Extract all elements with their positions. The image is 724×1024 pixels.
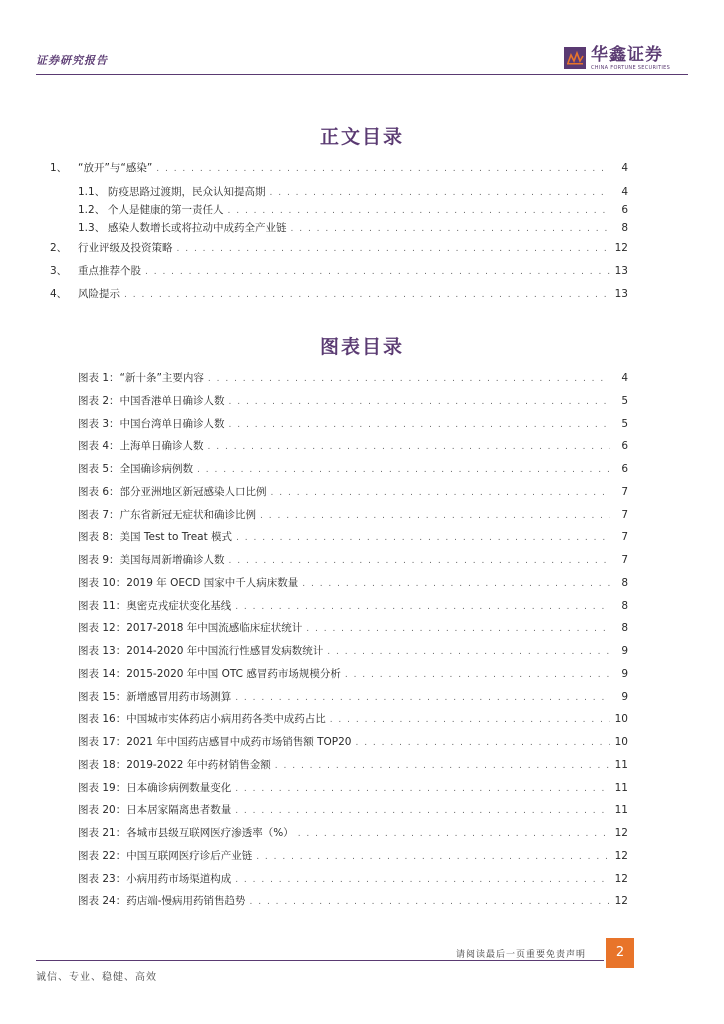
figure-toc-entry[interactable] (78, 598, 628, 612)
figure-toc-entry[interactable] (78, 871, 628, 885)
figure-toc-entry-page: 12 (614, 827, 628, 839)
toc-dot-leader (345, 670, 610, 680)
toc-dot-leader (270, 188, 611, 198)
header-divider (36, 74, 688, 75)
toc-entry-title: 个人是健康的第一责任人 (108, 204, 224, 216)
figure-toc-entry[interactable] (78, 893, 628, 907)
toc-entry-number: 1.1、 (78, 186, 106, 198)
brand-logo-block (564, 46, 670, 71)
toc-entry-number: 4、 (50, 288, 68, 300)
figure-toc-entry-title: 图表 7：广东省新冠无症状和确诊比例 (78, 508, 257, 521)
figure-toc-entry[interactable] (78, 711, 628, 725)
figure-toc-entry-page: 10 (614, 736, 628, 748)
toc-dot-leader (197, 465, 610, 475)
figure-toc-entry-page: 8 (621, 622, 628, 635)
figure-toc-entry-page: 8 (621, 576, 628, 589)
figure-toc-entry-page: 11 (614, 781, 628, 794)
figure-toc-entry-page: 7 (621, 531, 628, 544)
toc-dot-leader (235, 784, 610, 794)
toc-entry-title: 行业评级及投资策略 (78, 242, 173, 254)
toc-entry-page: 6 (621, 204, 628, 216)
toc-entry[interactable] (50, 240, 628, 254)
figure-toc-entry[interactable] (78, 416, 628, 430)
figure-toc-entry-page: 9 (621, 690, 628, 703)
figure-toc-entry-page: 9 (621, 645, 628, 657)
figure-toc-entry-page: 9 (621, 667, 628, 680)
figure-toc-entry[interactable] (78, 802, 628, 816)
figure-toc-entry-page: 7 (621, 485, 628, 498)
toc-dot-leader (327, 647, 610, 657)
figure-toc-entry[interactable] (78, 689, 628, 703)
figure-toc-entry-title: 图表 17：2021 年中国药店感冒中成药市场销售额 TOP20 (78, 736, 352, 748)
figure-toc-entry-title: 图表 21：各城市县级互联网医疗渗透率（%） (78, 827, 294, 839)
toc-entry-title: 重点推荐个股 (78, 265, 141, 277)
toc-entry[interactable] (50, 286, 628, 300)
toc-entry[interactable] (50, 263, 628, 277)
figure-toc-entry-page: 11 (614, 804, 628, 817)
toc-dot-leader (306, 624, 610, 634)
toc-dot-leader (330, 715, 610, 725)
toc-dot-leader (229, 420, 610, 430)
figure-toc-entry-page: 8 (621, 599, 628, 612)
disclaimer-note: 请阅读最后一页重要免责声明 (456, 950, 587, 960)
figure-toc-entry[interactable] (78, 507, 628, 521)
figure-toc-entry[interactable] (78, 643, 628, 657)
toc-entry-page: 4 (621, 162, 628, 174)
toc-dot-leader (229, 397, 610, 407)
toc-entry-number: 2、 (50, 242, 68, 254)
figure-toc-entry-title: 图表 11：奥密克戎症状变化基线 (78, 599, 232, 612)
toc-dot-leader (260, 511, 610, 521)
toc-dot-leader (124, 290, 610, 300)
page-number: 2 (606, 938, 634, 968)
figure-toc-entry[interactable] (78, 848, 628, 862)
figure-toc-entry-title: 图表 10：2019 年 OECD 国家中千人病床数量 (78, 576, 299, 589)
figure-toc-entry[interactable] (78, 438, 628, 452)
toc-entry-title: 防疫思路过渡期，民众认知提高期 (108, 186, 266, 198)
figure-toc-entry-page: 5 (621, 394, 628, 407)
toc-entry[interactable] (78, 202, 628, 216)
toc-dot-leader (302, 579, 610, 589)
figure-toc-entry-title: 图表 24：药店端-慢病用药销售趋势 (78, 895, 246, 908)
toc-entry-title: “放开”与“感染” (78, 162, 153, 174)
figure-toc-entry[interactable] (78, 461, 628, 475)
footer-divider (36, 960, 604, 961)
brand-name: 华鑫证券 (591, 45, 663, 65)
main-toc-title: 正文目录 (319, 126, 404, 148)
toc-entry-number: 1、 (50, 162, 68, 174)
toc-dot-leader (228, 206, 611, 216)
toc-entry-page: 8 (621, 222, 628, 234)
figure-toc-entry-title: 图表 19：日本确诊病例数量变化 (78, 781, 232, 794)
figure-toc-entry[interactable] (78, 575, 628, 589)
figure-toc-entry-page: 10 (614, 713, 628, 726)
toc-dot-leader (271, 488, 610, 498)
figure-toc-entry-page: 11 (614, 758, 628, 771)
toc-dot-leader (275, 761, 610, 771)
figure-toc-entry-page: 12 (614, 849, 628, 862)
figure-toc-entry[interactable] (78, 666, 628, 680)
page-header (0, 0, 724, 76)
toc-entry-page: 4 (621, 186, 628, 198)
figure-toc-entry-title: 图表 22：中国互联网医疗诊后产业链 (78, 849, 253, 862)
figure-toc-entry-title: 图表 8：美国 Test to Treat 模式 (78, 531, 233, 544)
toc-dot-leader (235, 806, 610, 816)
toc-dot-leader (208, 442, 610, 452)
figure-toc-entry-title: 图表 4：上海单日确诊人数 (78, 440, 204, 453)
figure-toc-entry-title: 图表 5：全国确诊病例数 (78, 463, 194, 475)
toc-entry-number: 3、 (50, 265, 68, 277)
figure-toc-entry[interactable] (78, 780, 628, 794)
figure-toc-entry-page: 12 (614, 872, 628, 885)
figure-toc-entry-title: 图表 3：中国台湾单日确诊人数 (78, 417, 225, 430)
figure-toc-entry-page: 5 (621, 417, 628, 430)
toc-dot-leader (291, 224, 611, 234)
toc-dot-leader (156, 164, 610, 174)
toc-dot-leader (177, 244, 611, 254)
figure-toc-entry-title: 图表 14：2015-2020 年中国 OTC 感冒药市场规模分析 (78, 667, 341, 680)
figure-toc-entry[interactable] (78, 393, 628, 407)
toc-entry-page: 12 (614, 242, 628, 254)
toc-entry[interactable] (78, 220, 628, 234)
figure-toc-entry-page: 6 (621, 463, 628, 475)
brand-logo-icon (564, 47, 586, 69)
toc-dot-leader (236, 533, 610, 543)
figure-toc-entry-title: 图表 20：日本居家隔离患者数量 (78, 804, 232, 817)
toc-entry[interactable] (50, 160, 628, 174)
figure-toc-entry-title: 图表 13：2014-2020 年中国流行性感冒发病数统计 (78, 645, 324, 657)
report-type-label: 证券研究报告 (36, 54, 108, 67)
brand-english-name: CHINA FORTUNE SECURITIES (591, 65, 671, 71)
figure-toc-entry[interactable] (78, 529, 628, 543)
toc-entry-title: 风险提示 (78, 288, 120, 300)
figure-toc-entry-title: 图表 9：美国每周新增确诊人数 (78, 554, 225, 566)
company-slogan: 诚信、专业、稳健、高效 (36, 972, 157, 983)
toc-entry-title: 感染人数增长或将拉动中成药全产业链 (108, 222, 287, 234)
figure-toc-entry[interactable] (78, 552, 628, 566)
figure-toc-entry[interactable] (78, 825, 628, 839)
figure-toc-title: 图表目录 (319, 336, 404, 358)
toc-dot-leader (298, 829, 610, 839)
toc-dot-leader (229, 556, 610, 566)
toc-dot-leader (256, 852, 610, 862)
figure-toc-entry[interactable] (78, 620, 628, 634)
toc-dot-leader (235, 875, 610, 885)
toc-dot-leader (235, 693, 610, 703)
figure-toc-entry-title: 图表 6：部分亚洲地区新冠感染人口比例 (78, 485, 267, 498)
figure-toc-entry-title: 图表 18：2019-2022 年中药材销售金额 (78, 758, 271, 771)
figure-toc-entry-page: 4 (621, 372, 628, 384)
figure-toc-entry-title: 图表 16：中国城市实体药店小病用药各类中成药占比 (78, 713, 326, 726)
figure-toc-entry-page: 7 (621, 508, 628, 521)
figure-toc-entry-title: 图表 1：“新十条”主要内容 (78, 372, 204, 384)
figure-toc-entry-page: 7 (621, 554, 628, 566)
toc-dot-leader (250, 897, 611, 907)
toc-dot-leader (145, 267, 610, 277)
figure-toc-entry[interactable] (78, 484, 628, 498)
toc-entry-number: 1.2、 (78, 204, 106, 216)
figure-toc-entry[interactable] (78, 734, 628, 748)
figure-toc-entry-title: 图表 12：2017-2018 年中国流感临床症状统计 (78, 622, 303, 635)
toc-entry[interactable] (78, 184, 628, 198)
toc-dot-leader (208, 374, 610, 384)
figure-toc-entry-page: 12 (614, 895, 628, 908)
toc-dot-leader (355, 738, 610, 748)
toc-dot-leader (235, 602, 610, 612)
figure-toc-entry[interactable] (78, 757, 628, 771)
toc-entry-number: 1.3、 (78, 222, 106, 234)
figure-toc-entry-title: 图表 15：新增感冒用药市场测算 (78, 690, 232, 703)
toc-entry-page: 13 (614, 265, 628, 277)
figure-toc-entry-page: 6 (621, 440, 628, 453)
toc-entry-page: 13 (614, 288, 628, 300)
figure-toc-entry[interactable] (78, 370, 628, 384)
figure-toc-entry-title: 图表 23：小病用药市场渠道构成 (78, 872, 232, 885)
figure-toc-entry-title: 图表 2：中国香港单日确诊人数 (78, 394, 225, 407)
